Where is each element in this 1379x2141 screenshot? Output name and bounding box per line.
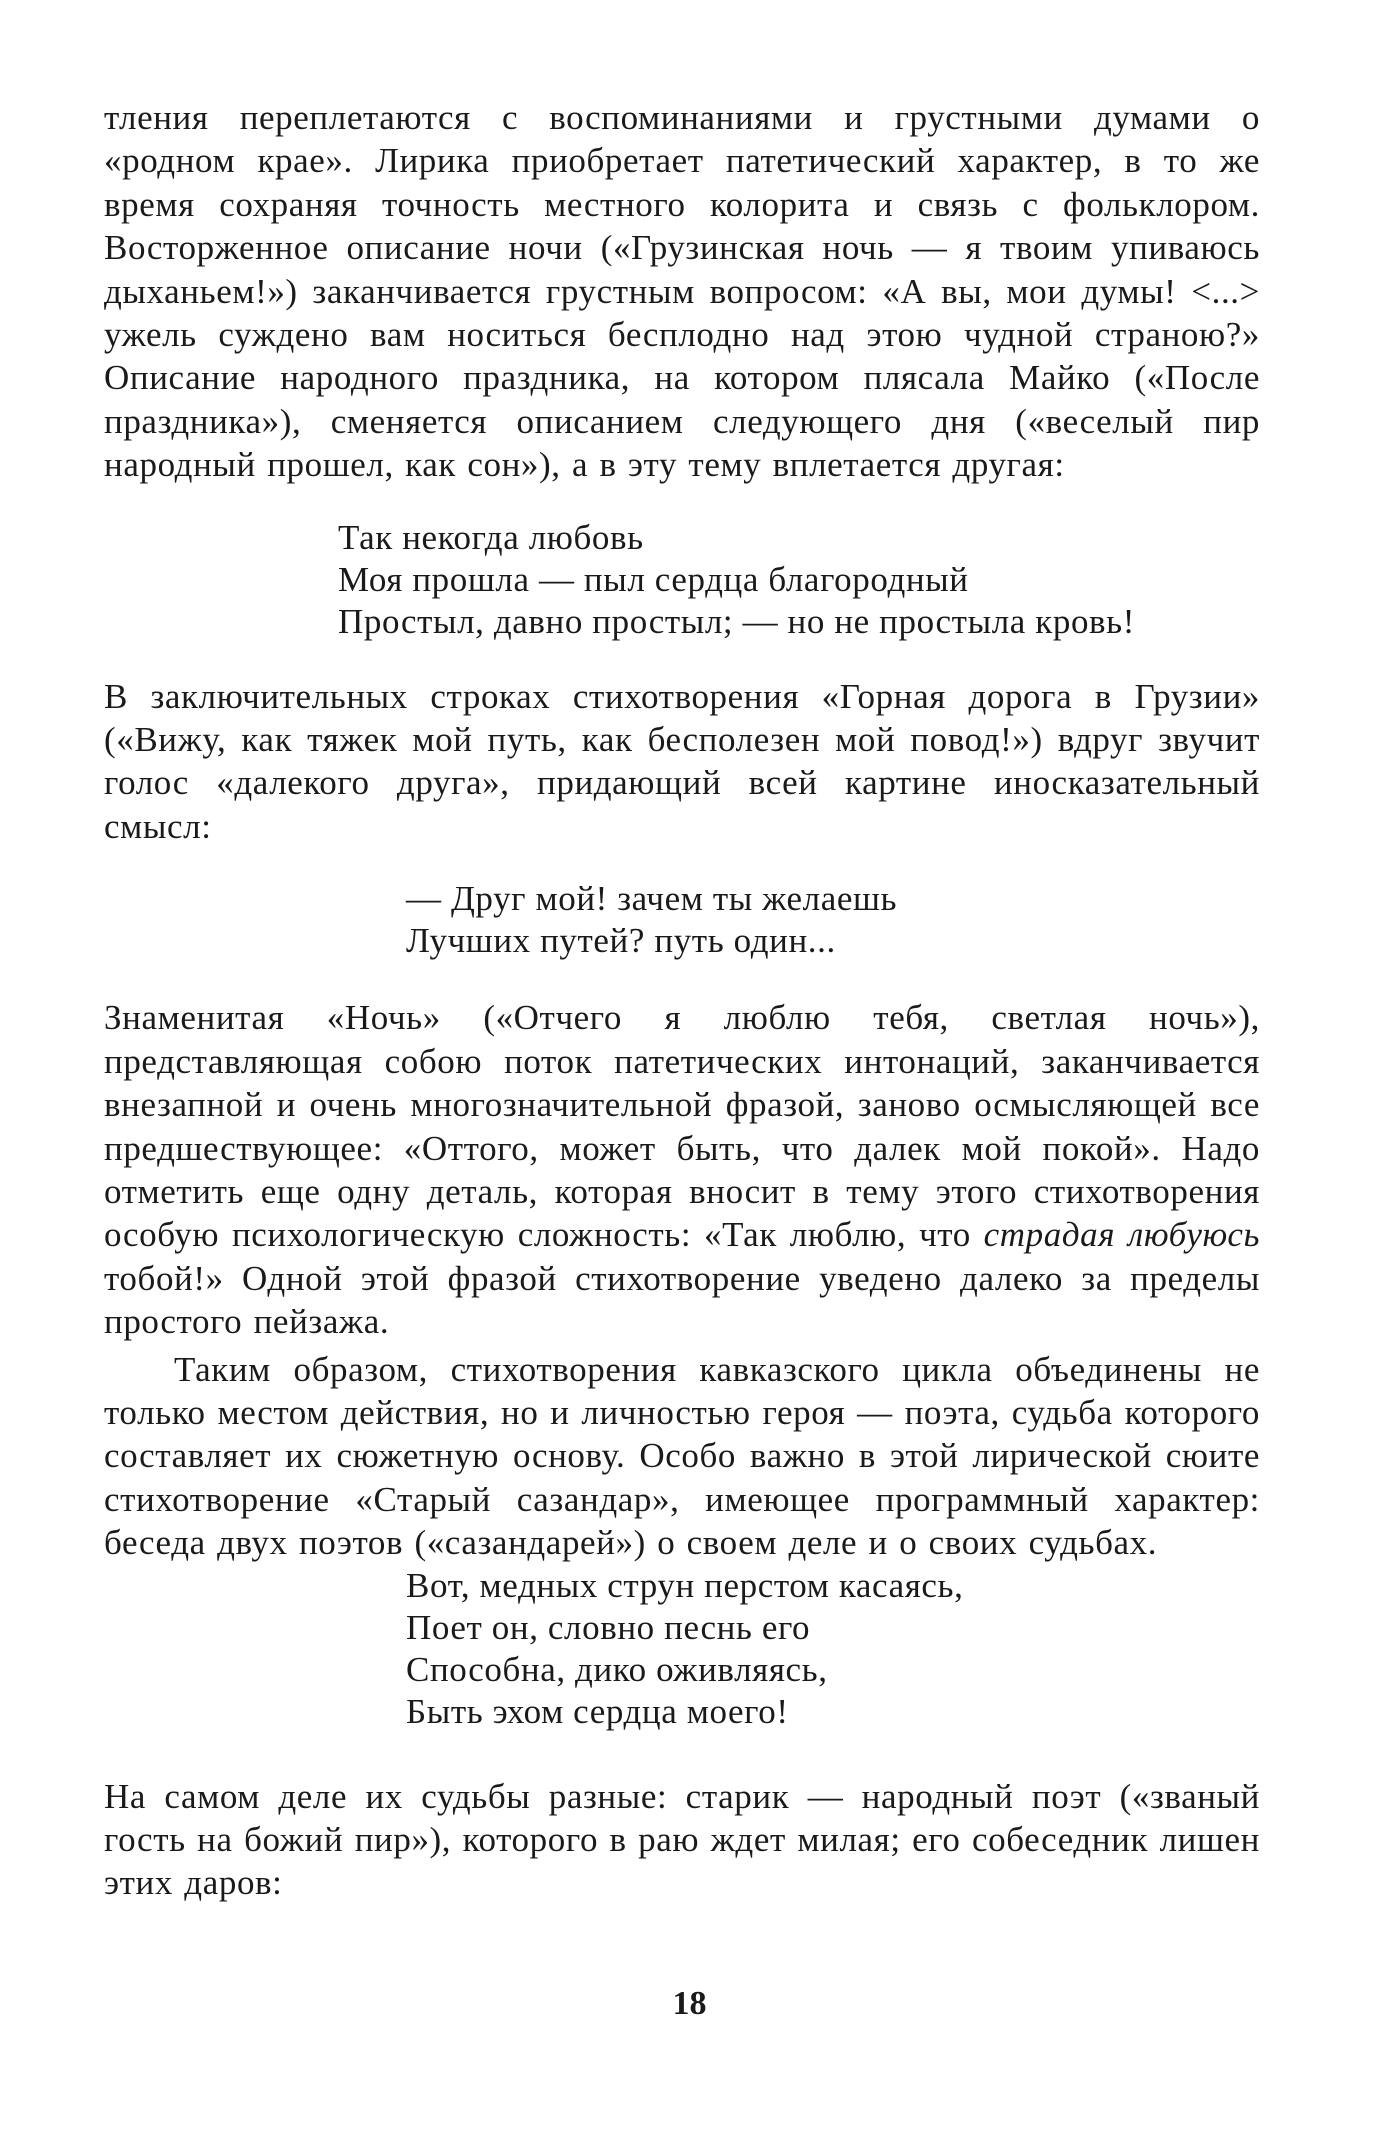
italic-emphasis: страдая любуюсь (983, 1215, 1260, 1255)
verse-line: Быть эхом сердца моего! (406, 1691, 789, 1731)
paragraph-text: Знаменитая «Ночь» («Отчего я люблю тебя, светлая ночь»), представляющая собою поток патетических интонаций, заканчивается внезапной и очень многозначительной фразой, заново осмысляющей все предшествующее: «Оттого, может быть, что далек мой покой». Надо отметить еще одну деталь, которая вносит в тему этого стихотворения особую психологическую сложность: «Так люблю, что (104, 998, 1260, 1255)
verse-line: Так некогда любовь (338, 517, 644, 557)
verse-quote (406, 878, 1260, 962)
verse-line: Способна, дико оживляясь, (406, 1649, 828, 1689)
verse-line: Поет он, словно песнь его (406, 1607, 811, 1647)
paragraph-text: тобой!» Одной этой фразой стихотворение уведено далеко за пределы простого пейзажа. (104, 1258, 1260, 1342)
verse-line: Вот, медных струн перстом касаясь, (406, 1565, 964, 1605)
paragraph: В заключительных строках стихотворения «Горная дорога в Грузии» («Вижу, как тяжек мой путь, как бесполезен мой повод!») вдруг звучит голос «далекого друга», придающий всей картине иносказательный смысл: (104, 676, 1260, 846)
paragraph: тления переплетаются с воспоминаниями и грустными думами о «родном крае». Лирика приобретает патетический характер, в то же время сохраняя точность местного колорита и связь с фольклором. Восторженное описание ночи («Грузинская ночь — я твоим упиваюсь дыханьем!») заканчивается грустным вопросом: «А вы, мои думы! <...> ужель суждено вам носиться бесплодно над этою чудной страною?» Описание народного праздника, на котором плясала Майко («После праздника»), сменяется описанием следующего дня («веселый пир народный прошел, как сон»), а в эту тему вплетается другая: (104, 98, 1260, 485)
verse-line: Лучших путей? путь один... (406, 921, 836, 961)
page-body (104, 96, 1260, 1905)
verse-line: Простыл, давно простыл; — но не простыла кровь! (338, 601, 1135, 641)
verse-quote (406, 1565, 1260, 1733)
paragraph: На самом деле их судьбы разные: старик — народный поэт («званый гость на божий пир»), которого в раю ждет милая; его собеседник лишен этих даров: (104, 1776, 1260, 1903)
paragraph: Таким образом, стихотворения кавказского цикла объединены не только местом действия, но и личностью героя — поэта, судьба которого составляет их сюжетную основу. Особо важно в этой лирической сюите стихотворение «Старый сазандар», имеющее программный характер: беседа двух поэтов («сазандарей») о своем деле и о своих судьбах. (104, 1349, 1260, 1563)
page-number: 18 (672, 1985, 707, 2022)
paragraph (104, 996, 1260, 1343)
verse-quote (338, 517, 1260, 643)
verse-line: Моя прошла — пыл сердца благородный (338, 559, 969, 599)
verse-line: — Друг мой! зачем ты желаешь (406, 879, 898, 919)
